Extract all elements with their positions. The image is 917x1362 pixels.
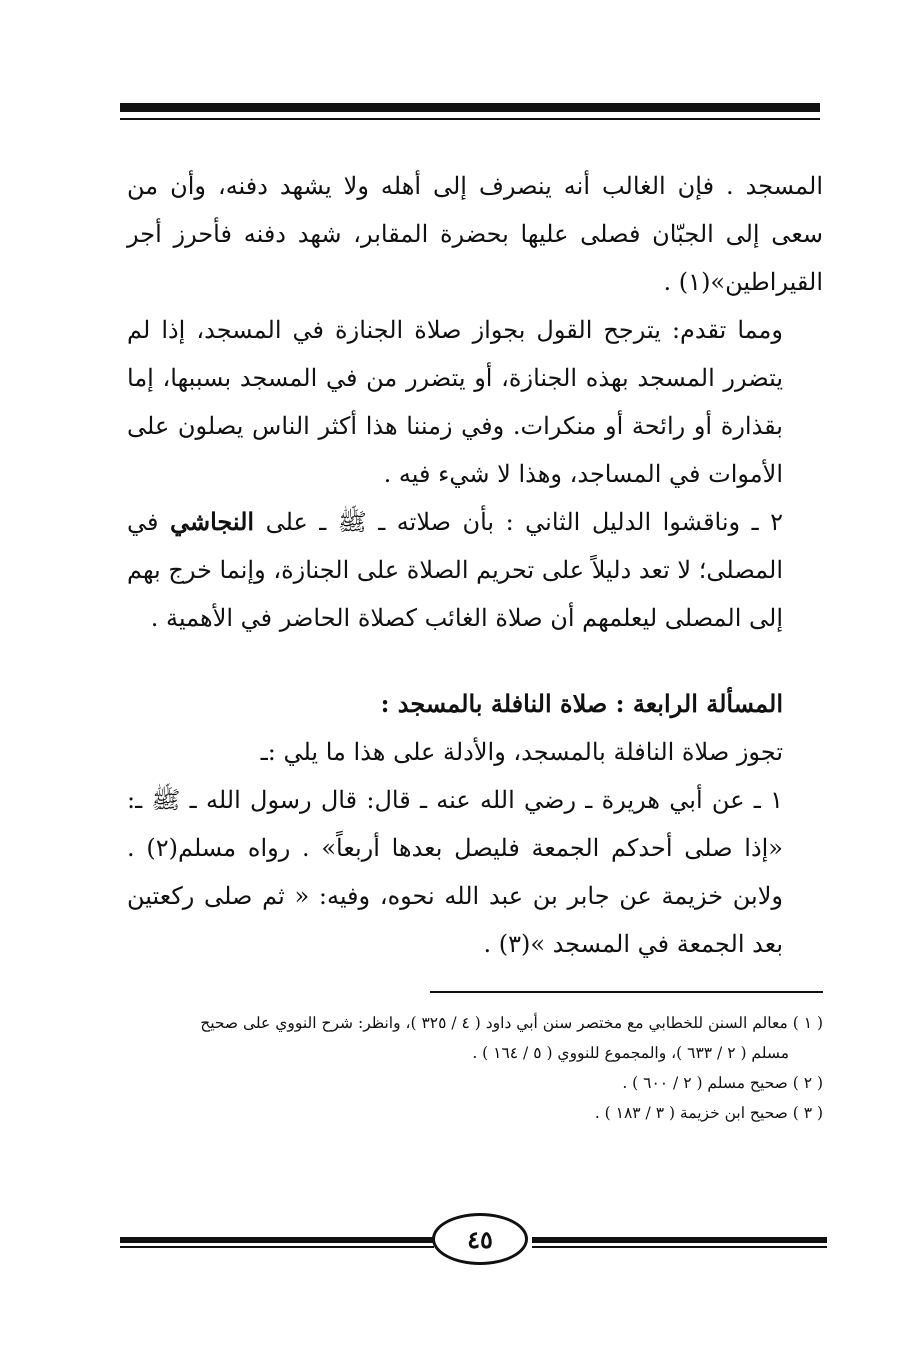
- header-rule-thick: [120, 103, 820, 112]
- footer-rule-left: [120, 1237, 434, 1243]
- footnotes: [127, 1008, 823, 1128]
- footnote-1-line-2: مسلم ( ٢ / ٦٣٣ )، والمجموع للنووي ( ٥ / ١٦٤ ) .: [472, 1044, 789, 1062]
- header-rule-thin: [120, 118, 820, 120]
- paragraph-3-start: ٢ ـ وناقشوا الدليل الثاني : بأن صلاته ـ ﷺ ـ على: [254, 508, 783, 536]
- page-number: [432, 1213, 528, 1265]
- paragraph-3-end: في المصلى؛ لا تعد دليلاً على تحريم الصلاة على الجنازة، وإنما خرج بهم إلى المصلى ليعلمهم أن صلاة الغائب كصلاة الحاضر في الأهمية .: [127, 508, 783, 632]
- paragraph-3: [127, 498, 823, 642]
- page-number-text: ٤٥: [467, 1224, 493, 1254]
- paragraph-1: المسجد . فإن الغالب أنه ينصرف إلى أهله ولا يشهد دفنه، وأن من سعى إلى الجبّان فصلى عليها بحضرة المقابر، شهد دفنه فأحرز أجر القيراطين»(١) .: [127, 172, 823, 296]
- footer-rule-right: [532, 1237, 827, 1243]
- section-heading: المسألة الرابعة : صلاة النافلة بالمسجد :: [380, 689, 783, 718]
- footnote-1-line-1: ( ١ ) معالم السنن للخطابي مع مختصر سنن أبي داود ( ٤ / ٣٢٥ )، وانظر: شرح النووي على صحيح: [200, 1014, 823, 1032]
- paragraph-2: ومما تقدم: يترجح القول بجواز صلاة الجنازة في المسجد، إذا لم يتضرر المسجد بهذه الجنازة، أو يتضرر من في المسجد بسببها، إما بقذارة أو رائحة أو منكرات. وفي زمننا هذا أكثر الناس يصلون على الأموات في المساجد، وهذا لا شيء فيه .: [127, 316, 783, 488]
- footnote-3: ( ٣ ) صحيح ابن خزيمة ( ٣ / ١٨٣ ) .: [594, 1104, 823, 1122]
- main-text: [127, 162, 823, 968]
- najashi-name: النجاشي: [169, 507, 255, 536]
- footnote-separator: [430, 991, 823, 993]
- footnote-2: ( ٢ ) صحيح مسلم ( ٢ / ٦٠٠ ) .: [622, 1074, 823, 1092]
- paragraph-5: ١ ـ عن أبي هريرة ـ رضي الله عنه ـ قال: قال رسول الله ـ ﷺ ـ: «إذا صلى أحدكم الجمعة فليصل بعدها أربعاً» . رواه مسلم(٢) . ولابن خزيمة عن جابر بن عبد الله نحوه، وفيه: « ثم صلى ركعتين بعد الجمعة في المسجد »(٣) .: [127, 786, 783, 958]
- paragraph-4: تجوز صلاة النافلة بالمسجد، والأدلة على هذا ما يلي :ـ: [260, 738, 783, 766]
